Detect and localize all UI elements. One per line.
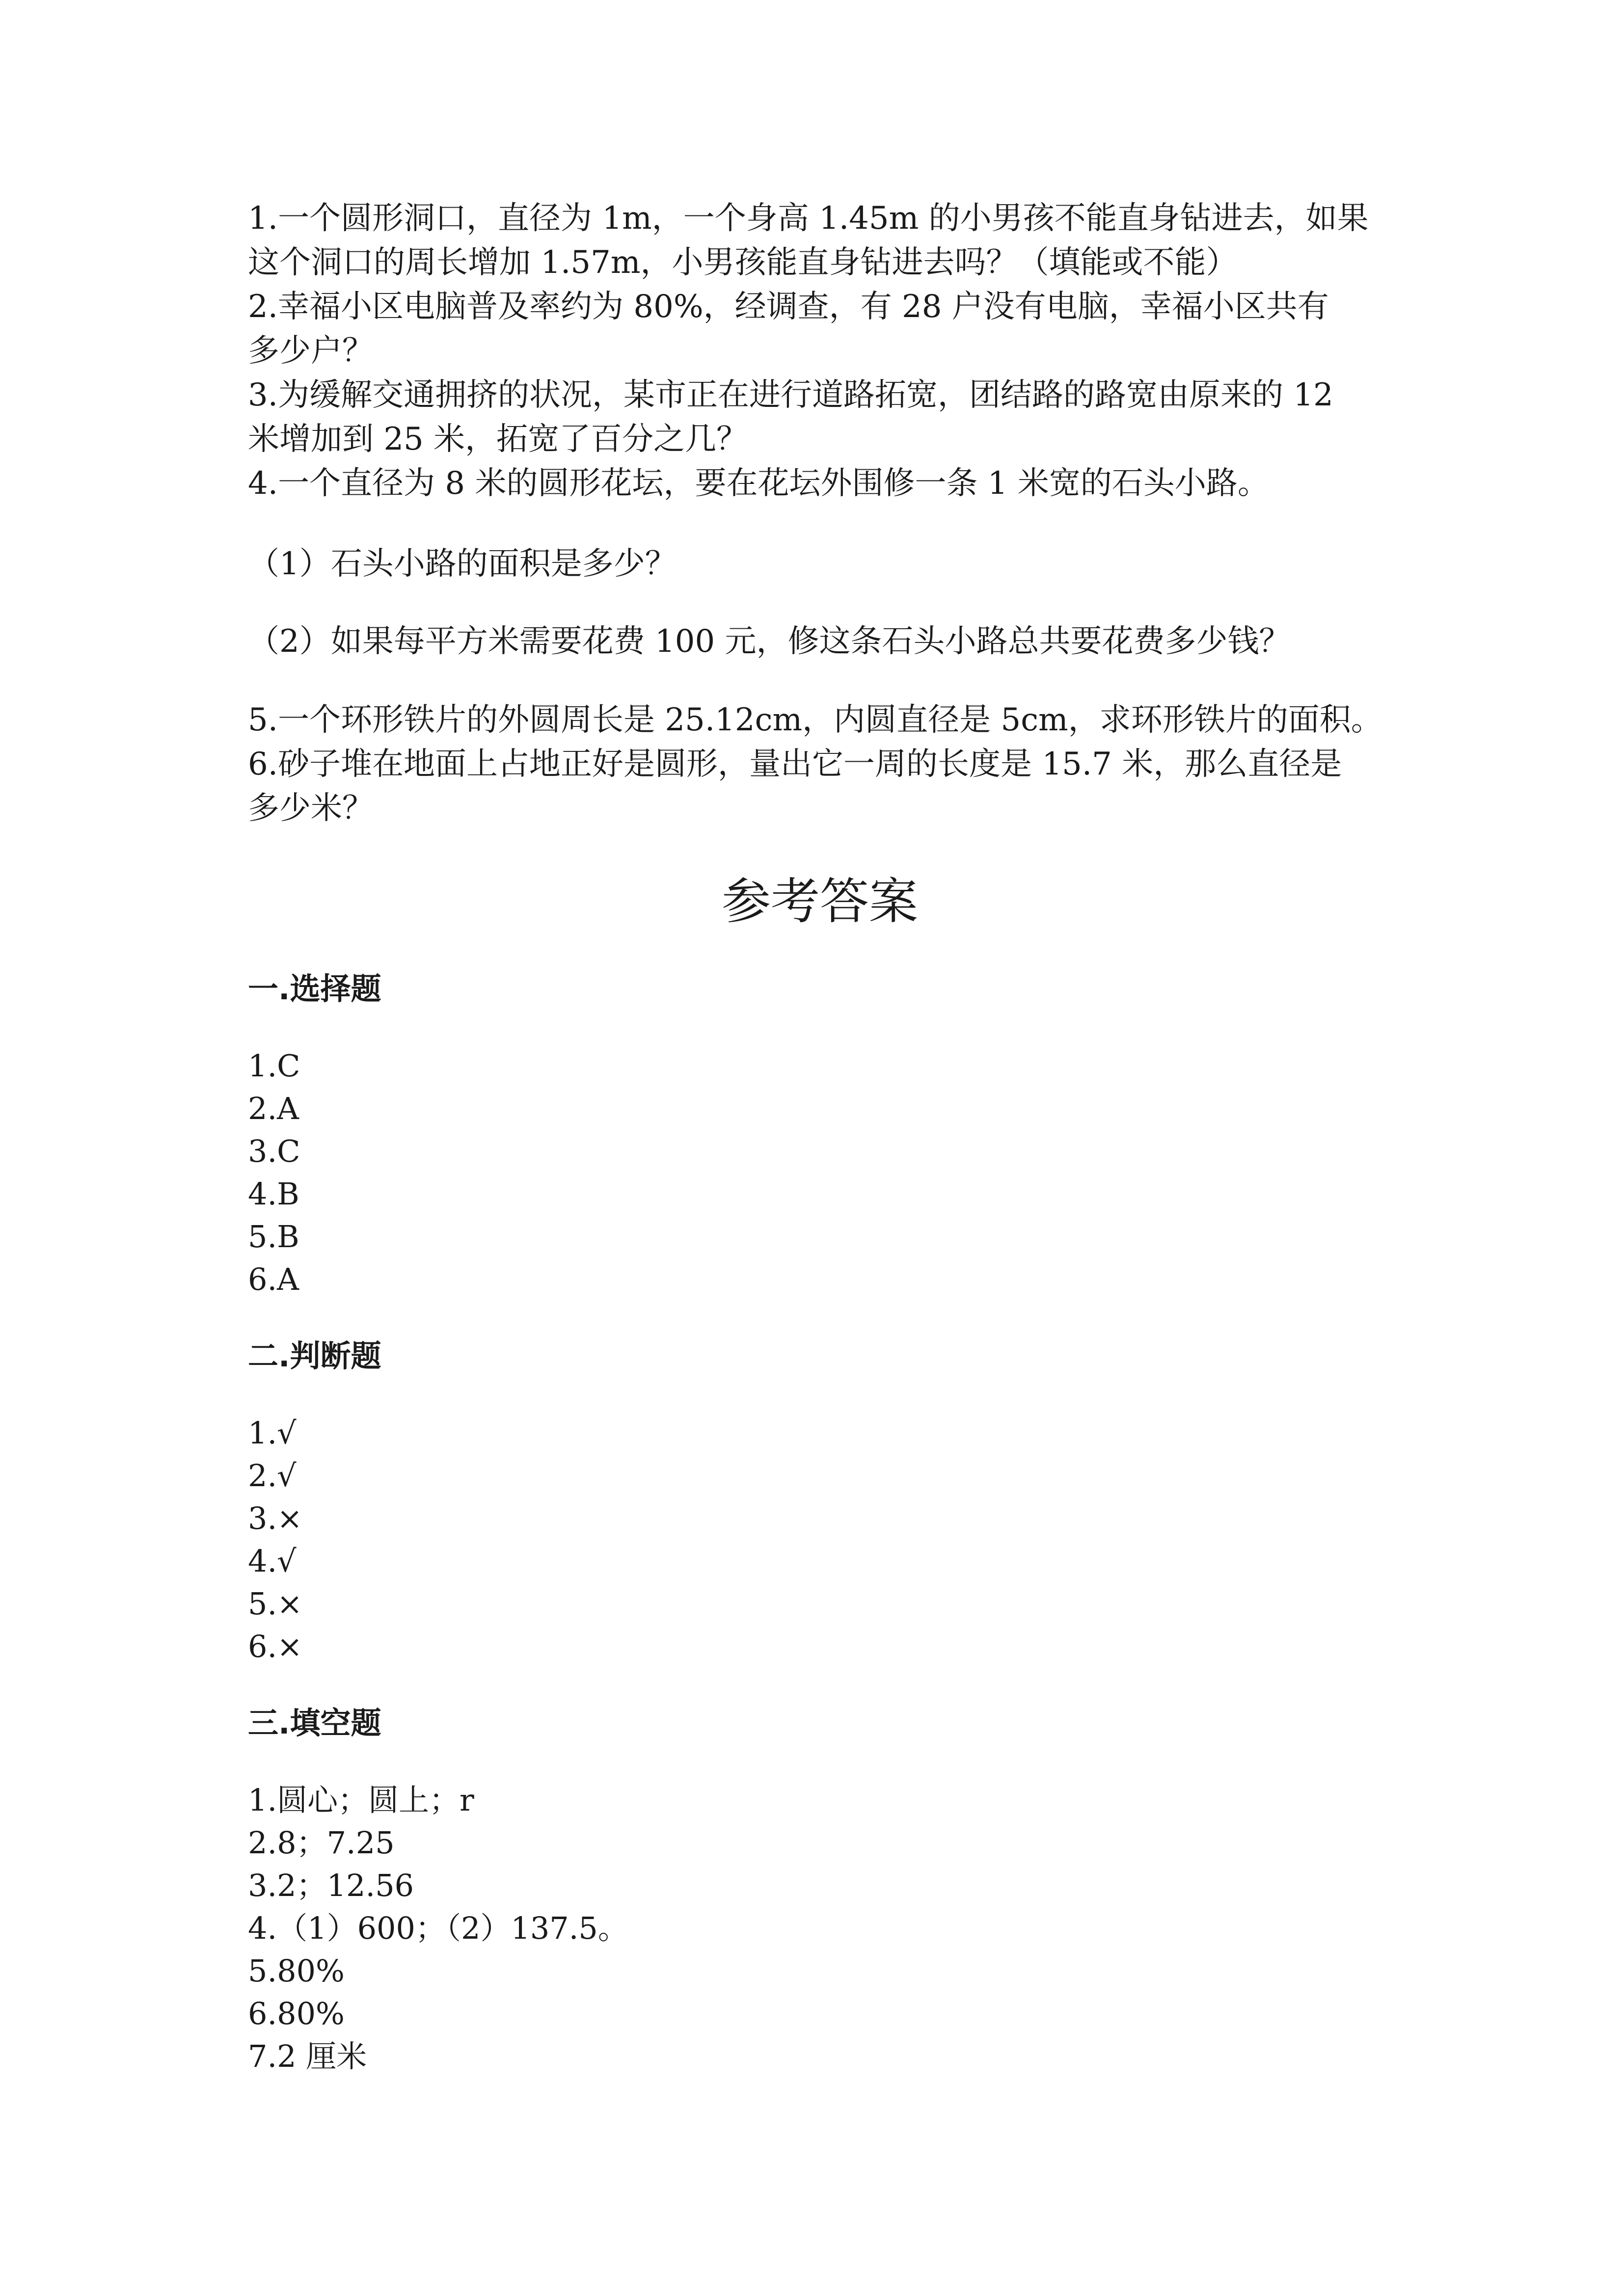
answer-item: 4.（1）600；（2）137.5。 xyxy=(248,1910,628,1946)
answer-item: 5.× xyxy=(248,1586,303,1622)
question-line: 5.一个环形铁片的外圆周长是 25.12cm，内圆直径是 5cm，求环形铁片的面积。 xyxy=(248,702,1382,738)
answer-item: 1.√ xyxy=(248,1415,297,1451)
answer-item: 6.A xyxy=(248,1261,299,1297)
section-heading: 三.填空题 xyxy=(248,1705,381,1741)
question-line: 4.一个直径为 8 米的圆形花坛，要在花坛外围修一条 1 米宽的石头小路。 xyxy=(248,465,1269,502)
answer-item: 1.圆心；圆上；r xyxy=(248,1782,474,1818)
answer-item: 2.A xyxy=(248,1091,299,1126)
question-4-part-2: （2）如果每平方米需要花费 100 元，修这条石头小路总共要花费多少钱？ xyxy=(248,623,1291,660)
answer-item: 3.2；12.56 xyxy=(248,1868,414,1903)
answer-item: 7.2 厘米 xyxy=(248,2038,367,2074)
document-page xyxy=(248,196,1392,2078)
answer-list xyxy=(248,1779,1392,2078)
answer-list xyxy=(248,1044,1392,1301)
question-line: 多少户？ xyxy=(248,333,374,369)
answer-item: 2.√ xyxy=(248,1458,297,1494)
answer-item: 3.C xyxy=(248,1133,300,1169)
answer-item: 3.× xyxy=(248,1500,303,1536)
section-true-false xyxy=(248,1334,1392,1668)
answer-item: 6.× xyxy=(248,1629,303,1664)
answer-item: 5.80% xyxy=(248,1953,345,1989)
answer-item: 2.8；7.25 xyxy=(248,1825,395,1861)
answer-item: 1.C xyxy=(248,1048,300,1084)
question-3 xyxy=(248,373,1392,461)
answer-item: 5.B xyxy=(248,1219,299,1255)
question-line: 3.为缓解交通拥挤的状况，某市正在进行道路拓宽，团结路的路宽由原来的 12 xyxy=(248,377,1333,413)
section-fill-in-blank xyxy=(248,1701,1392,2078)
section-multiple-choice xyxy=(248,967,1392,1301)
section-heading: 二.判断题 xyxy=(248,1338,381,1374)
answer-item: 4.B xyxy=(248,1176,299,1212)
question-line: 多少米？ xyxy=(248,790,374,827)
question-line: 米增加到 25 米，拓宽了百分之几？ xyxy=(248,421,748,457)
answer-item: 4.√ xyxy=(248,1543,297,1579)
answer-item: 6.80% xyxy=(248,1996,345,2031)
answer-key-title: 参考答案 xyxy=(722,873,918,930)
question-4-part-1: （1）石头小路的面积是多少？ xyxy=(248,546,677,582)
section-heading: 一.选择题 xyxy=(248,971,381,1007)
question-line: 2.幸福小区电脑普及率约为 80%，经调查，有 28 户没有电脑，幸福小区共有 xyxy=(248,289,1329,325)
question-6 xyxy=(248,742,1392,830)
question-4 xyxy=(248,461,1392,506)
question-line: 6.砂子堆在地面上占地正好是圆形，量出它一周的长度是 15.7 米，那么直径是 xyxy=(248,746,1342,782)
question-line: 这个洞口的周长增加 1.57m，小男孩能直身钻进去吗？（填能或不能） xyxy=(248,244,1238,281)
question-line: 1.一个圆形洞口，直径为 1m，一个身高 1.45m 的小男孩不能直身钻进去，如果 xyxy=(248,200,1369,237)
question-1 xyxy=(248,196,1392,285)
answer-list xyxy=(248,1412,1392,1668)
question-2 xyxy=(248,285,1392,373)
question-5 xyxy=(248,698,1392,742)
